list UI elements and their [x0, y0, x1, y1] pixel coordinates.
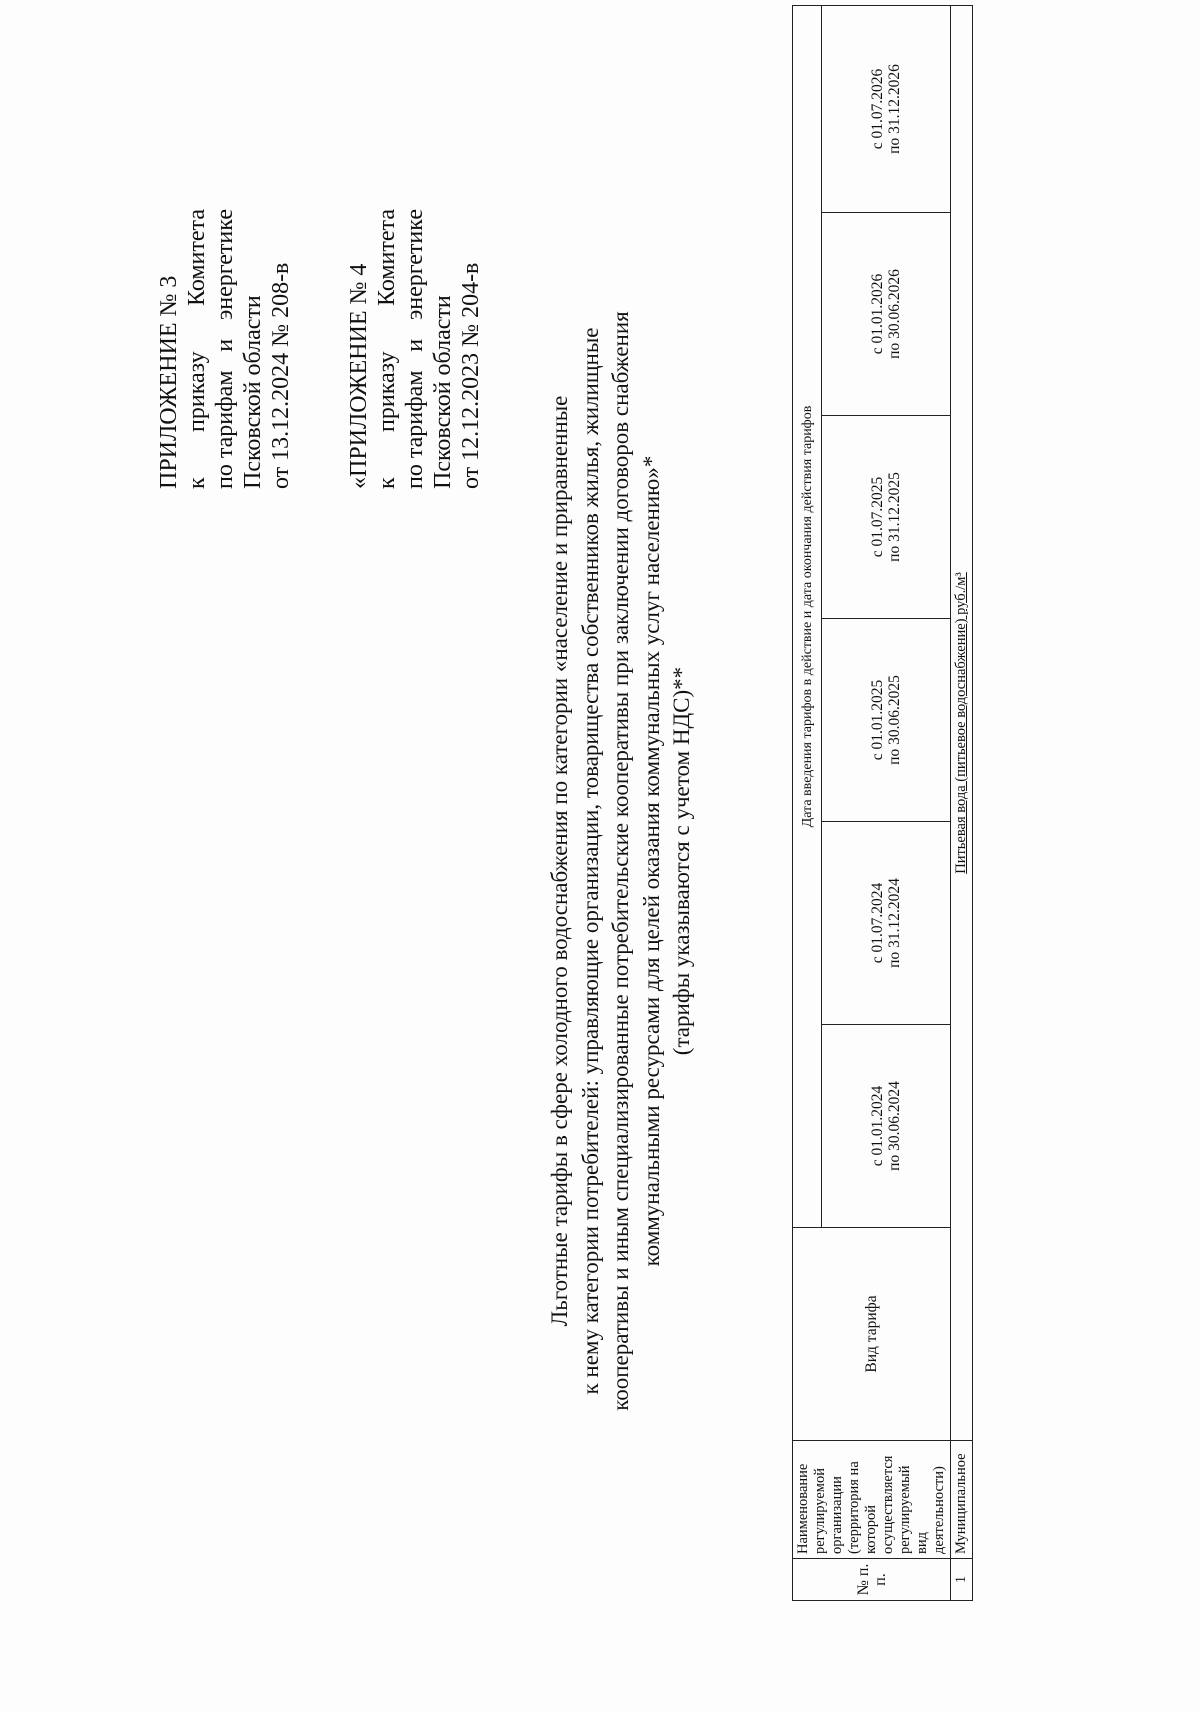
appendix-line: Псковской области [240, 295, 266, 489]
header-period: с 01.01.2026 по 30.06.2026 [822, 213, 951, 416]
appendix-line: к приказу Комитета [374, 209, 400, 489]
appendix-current [155, 209, 295, 489]
appendix-line: Псковской области [430, 295, 456, 489]
appendix-line: к приказу Комитета [184, 209, 210, 489]
title-line: Льготные тарифы в сфере холодного водоснабжения по категории «население и приравненные [547, 395, 572, 1327]
appendix-previous [345, 209, 485, 489]
header-period: с 01.07.2024 по 31.12.2024 [822, 822, 951, 1025]
header-period: с 01.01.2024 по 30.06.2024 [822, 1025, 951, 1228]
appendix-line: по тарифам и энергетике [402, 209, 428, 489]
table-row [951, 5, 973, 1600]
header-date-group: Дата введения тарифов в действие и дата окончания действия тарифов [793, 5, 822, 1227]
appendix-order-date: от 12.12.2023 № 204-в [458, 262, 484, 489]
appendix-heading: «ПРИЛОЖЕНИЕ № 4 [346, 263, 372, 489]
row-org: Муниципальное [951, 1441, 973, 1559]
tariff-table [792, 5, 973, 1601]
header-period: с 01.01.2025 по 30.06.2025 [822, 619, 951, 822]
row-num: 1 [951, 1559, 973, 1601]
title-line: кооперативы и иным специализированные потребительские кооперативы при заключении договоров снабжения [608, 311, 633, 1411]
title-line: коммунальными ресурсами для целей оказания коммунальных услуг населению»* [638, 455, 664, 1267]
header-tariff-type: Вид тарифа [793, 1228, 951, 1441]
appendix-line: по тарифам и энергетике [212, 209, 238, 489]
header-period: с 01.07.2026 по 31.12.2026 [822, 5, 951, 212]
header-period: с 01.07.2025 по 31.12.2025 [822, 416, 951, 619]
appendix-heading: ПРИЛОЖЕНИЕ № 3 [156, 275, 182, 489]
appendix-order-date: от 13.12.2024 № 208-в [268, 262, 294, 489]
document-title [545, 111, 698, 1611]
table-header-row [793, 5, 822, 1600]
row-section-water: Питьевая вода (питьевое водоснабжение) руб./м³ [951, 5, 973, 1440]
header-org: Наименование регулируемой организации (территория на которой осуществляется регулируемый вид деятельности) [793, 1441, 951, 1559]
header-num: № п. п. [793, 1559, 951, 1601]
title-line: (тарифы указываются с учетом НДС)** [669, 666, 694, 1056]
title-line: к нему категории потребителей: управляющие организации, товарищества собственников жилья, жилищные [577, 327, 603, 1395]
